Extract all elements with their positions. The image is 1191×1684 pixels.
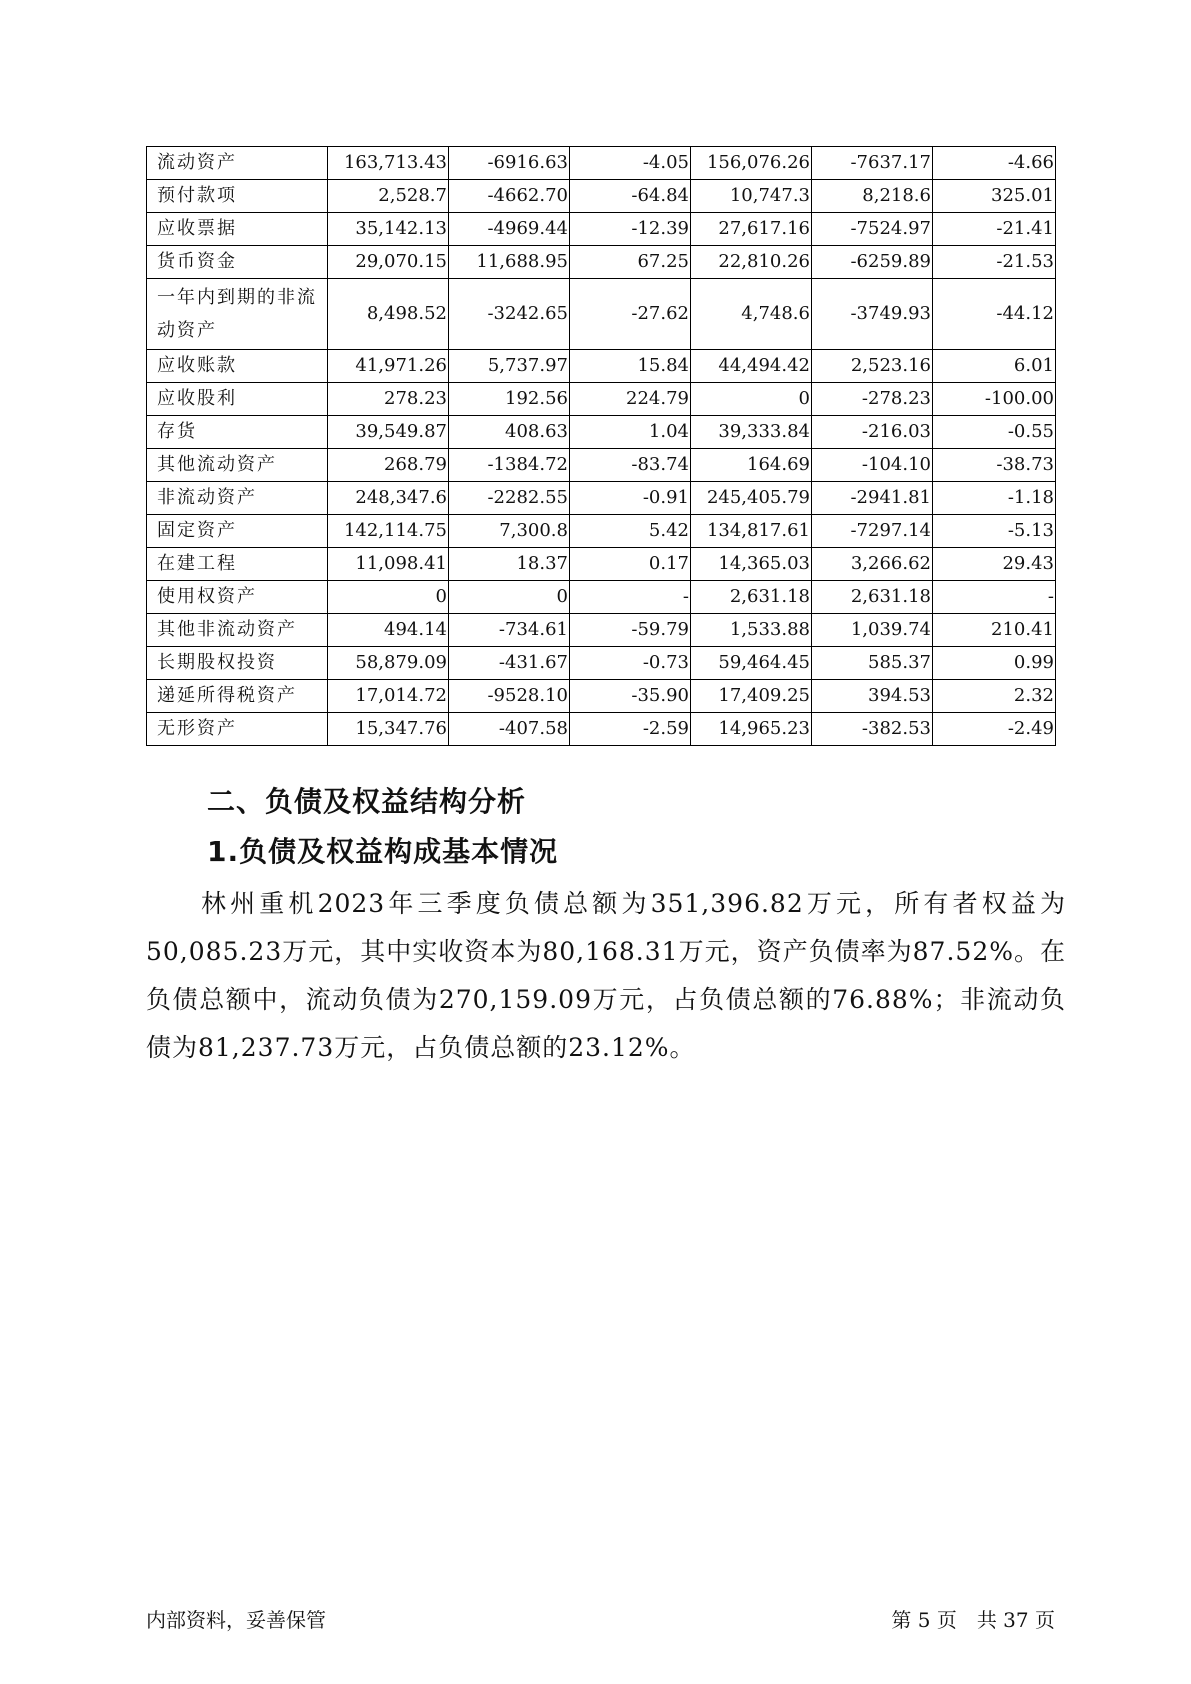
table-cell: -2941.81 — [812, 482, 933, 515]
row-label: 应收股利 — [147, 383, 328, 416]
table-cell: 41,971.26 — [328, 350, 449, 383]
table-cell: 6.01 — [933, 350, 1056, 383]
table-cell: -431.67 — [449, 647, 570, 680]
table-cell: -7524.97 — [812, 213, 933, 246]
table-cell: 278.23 — [328, 383, 449, 416]
row-label: 无形资产 — [147, 713, 328, 746]
table-cell: 408.63 — [449, 416, 570, 449]
table-row — [147, 213, 1056, 246]
table-cell: 2,631.18 — [691, 581, 812, 614]
table-cell: -64.84 — [570, 180, 691, 213]
table-cell: 2.32 — [933, 680, 1056, 713]
table-cell: -21.41 — [933, 213, 1056, 246]
table-cell: 1.04 — [570, 416, 691, 449]
row-label: 在建工程 — [147, 548, 328, 581]
table-cell: -59.79 — [570, 614, 691, 647]
table-row — [147, 147, 1056, 180]
table-cell: 59,464.45 — [691, 647, 812, 680]
table-cell: 268.79 — [328, 449, 449, 482]
table-cell: 29,070.15 — [328, 246, 449, 279]
summary-paragraph: 林州重机2023年三季度负债总额为351,396.82万元，所有者权益为50,085.23万元，其中实收资本为80,168.31万元，资产负债率为87.52%。在负债总额中，流动负债为270,159.09万元，占负债总额的76.88%；非流动负债为81,237.73万元，占负债总额的23.12%。 — [146, 889, 1066, 1062]
table-cell: -100.00 — [933, 383, 1056, 416]
table-cell: 58,879.09 — [328, 647, 449, 680]
table-cell: -0.73 — [570, 647, 691, 680]
table-row — [147, 647, 1056, 680]
table-row — [147, 713, 1056, 746]
table-cell: 17,409.25 — [691, 680, 812, 713]
table-cell: -3242.65 — [449, 279, 570, 350]
table-cell: -278.23 — [812, 383, 933, 416]
footer-page-number: 第 5 页 共 37 页 — [891, 1608, 1055, 1632]
table-cell: 10,747.3 — [691, 180, 812, 213]
table-cell: 0 — [691, 383, 812, 416]
table-cell: 494.14 — [328, 614, 449, 647]
table-cell: 11,688.95 — [449, 246, 570, 279]
table-cell: 325.01 — [933, 180, 1056, 213]
table-cell: -6259.89 — [812, 246, 933, 279]
table-cell: 5.42 — [570, 515, 691, 548]
table-cell: 22,810.26 — [691, 246, 812, 279]
table-cell: 39,333.84 — [691, 416, 812, 449]
footer-confidential-note: 内部资料，妥善保管 — [146, 1608, 326, 1632]
table-row — [147, 279, 1056, 350]
table-cell: -104.10 — [812, 449, 933, 482]
table-cell: 1,039.74 — [812, 614, 933, 647]
table-cell: -38.73 — [933, 449, 1056, 482]
table-cell: -382.53 — [812, 713, 933, 746]
table-cell: 0.99 — [933, 647, 1056, 680]
asset-table-body — [147, 147, 1056, 746]
table-cell: -21.53 — [933, 246, 1056, 279]
table-row — [147, 449, 1056, 482]
table-cell: -734.61 — [449, 614, 570, 647]
row-label: 递延所得税资产 — [147, 680, 328, 713]
table-cell: 0 — [328, 581, 449, 614]
table-cell: 394.53 — [812, 680, 933, 713]
row-label: 长期股权投资 — [147, 647, 328, 680]
table-cell: 35,142.13 — [328, 213, 449, 246]
table-cell: -2.59 — [570, 713, 691, 746]
table-cell: 15.84 — [570, 350, 691, 383]
table-cell: -9528.10 — [449, 680, 570, 713]
table-cell: -27.62 — [570, 279, 691, 350]
table-cell: 585.37 — [812, 647, 933, 680]
table-cell: -35.90 — [570, 680, 691, 713]
table-cell: 8,498.52 — [328, 279, 449, 350]
table-row — [147, 416, 1056, 449]
table-row — [147, 680, 1056, 713]
table-cell: -6916.63 — [449, 147, 570, 180]
table-cell: -407.58 — [449, 713, 570, 746]
table-cell: 210.41 — [933, 614, 1056, 647]
table-cell: 224.79 — [570, 383, 691, 416]
table-row — [147, 246, 1056, 279]
table-cell: -4969.44 — [449, 213, 570, 246]
table-cell: 8,218.6 — [812, 180, 933, 213]
table-cell: -0.55 — [933, 416, 1056, 449]
row-label: 流动资产 — [147, 147, 328, 180]
table-row — [147, 581, 1056, 614]
subsection-heading: 1.负债及权益构成基本情况 — [207, 835, 559, 868]
table-cell: -5.13 — [933, 515, 1056, 548]
row-label: 一年内到期的非流动资产 — [147, 279, 328, 350]
table-cell: 1,533.88 — [691, 614, 812, 647]
table-cell: 15,347.76 — [328, 713, 449, 746]
table-cell: 163,713.43 — [328, 147, 449, 180]
table-cell: 14,365.03 — [691, 548, 812, 581]
table-cell: -216.03 — [812, 416, 933, 449]
table-cell: -1384.72 — [449, 449, 570, 482]
table-cell: 4,748.6 — [691, 279, 812, 350]
table-row — [147, 614, 1056, 647]
table-cell: 67.25 — [570, 246, 691, 279]
table-cell: 14,965.23 — [691, 713, 812, 746]
table-cell: -3749.93 — [812, 279, 933, 350]
row-label: 其他流动资产 — [147, 449, 328, 482]
table-cell: -2282.55 — [449, 482, 570, 515]
table-cell: 11,098.41 — [328, 548, 449, 581]
table-cell: -7297.14 — [812, 515, 933, 548]
row-label: 非流动资产 — [147, 482, 328, 515]
table-cell: 5,737.97 — [449, 350, 570, 383]
table-cell: - — [570, 581, 691, 614]
row-label: 应收票据 — [147, 213, 328, 246]
table-row — [147, 180, 1056, 213]
table-cell: 17,014.72 — [328, 680, 449, 713]
asset-table — [146, 146, 1056, 746]
table-cell: 44,494.42 — [691, 350, 812, 383]
table-cell: 134,817.61 — [691, 515, 812, 548]
table-cell: -4662.70 — [449, 180, 570, 213]
table-cell: 27,617.16 — [691, 213, 812, 246]
table-cell: 18.37 — [449, 548, 570, 581]
section-heading: 二、负债及权益结构分析 — [207, 785, 527, 818]
table-cell: -4.66 — [933, 147, 1056, 180]
table-cell: -7637.17 — [812, 147, 933, 180]
table-cell: 3,266.62 — [812, 548, 933, 581]
table-cell: 0.17 — [570, 548, 691, 581]
table-cell: 2,523.16 — [812, 350, 933, 383]
table-row — [147, 515, 1056, 548]
table-cell: -2.49 — [933, 713, 1056, 746]
table-cell: 0 — [449, 581, 570, 614]
row-label: 货币资金 — [147, 246, 328, 279]
row-label: 存货 — [147, 416, 328, 449]
table-cell: -83.74 — [570, 449, 691, 482]
table-row — [147, 548, 1056, 581]
table-cell: 7,300.8 — [449, 515, 570, 548]
table-cell: -1.18 — [933, 482, 1056, 515]
table-cell: 248,347.6 — [328, 482, 449, 515]
table-cell: 29.43 — [933, 548, 1056, 581]
table-cell: 39,549.87 — [328, 416, 449, 449]
table-cell: -12.39 — [570, 213, 691, 246]
table-cell: 245,405.79 — [691, 482, 812, 515]
table-cell: 164.69 — [691, 449, 812, 482]
row-label: 固定资产 — [147, 515, 328, 548]
table-cell: 156,076.26 — [691, 147, 812, 180]
table-cell: -4.05 — [570, 147, 691, 180]
row-label: 其他非流动资产 — [147, 614, 328, 647]
table-cell: -0.91 — [570, 482, 691, 515]
table-cell: - — [933, 581, 1056, 614]
table-row — [147, 482, 1056, 515]
row-label: 预付款项 — [147, 180, 328, 213]
table-row — [147, 350, 1056, 383]
table-cell: 192.56 — [449, 383, 570, 416]
row-label: 使用权资产 — [147, 581, 328, 614]
table-cell: 2,528.7 — [328, 180, 449, 213]
table-cell: -44.12 — [933, 279, 1056, 350]
table-row — [147, 383, 1056, 416]
table-cell: 142,114.75 — [328, 515, 449, 548]
table-cell: 2,631.18 — [812, 581, 933, 614]
row-label: 应收账款 — [147, 350, 328, 383]
